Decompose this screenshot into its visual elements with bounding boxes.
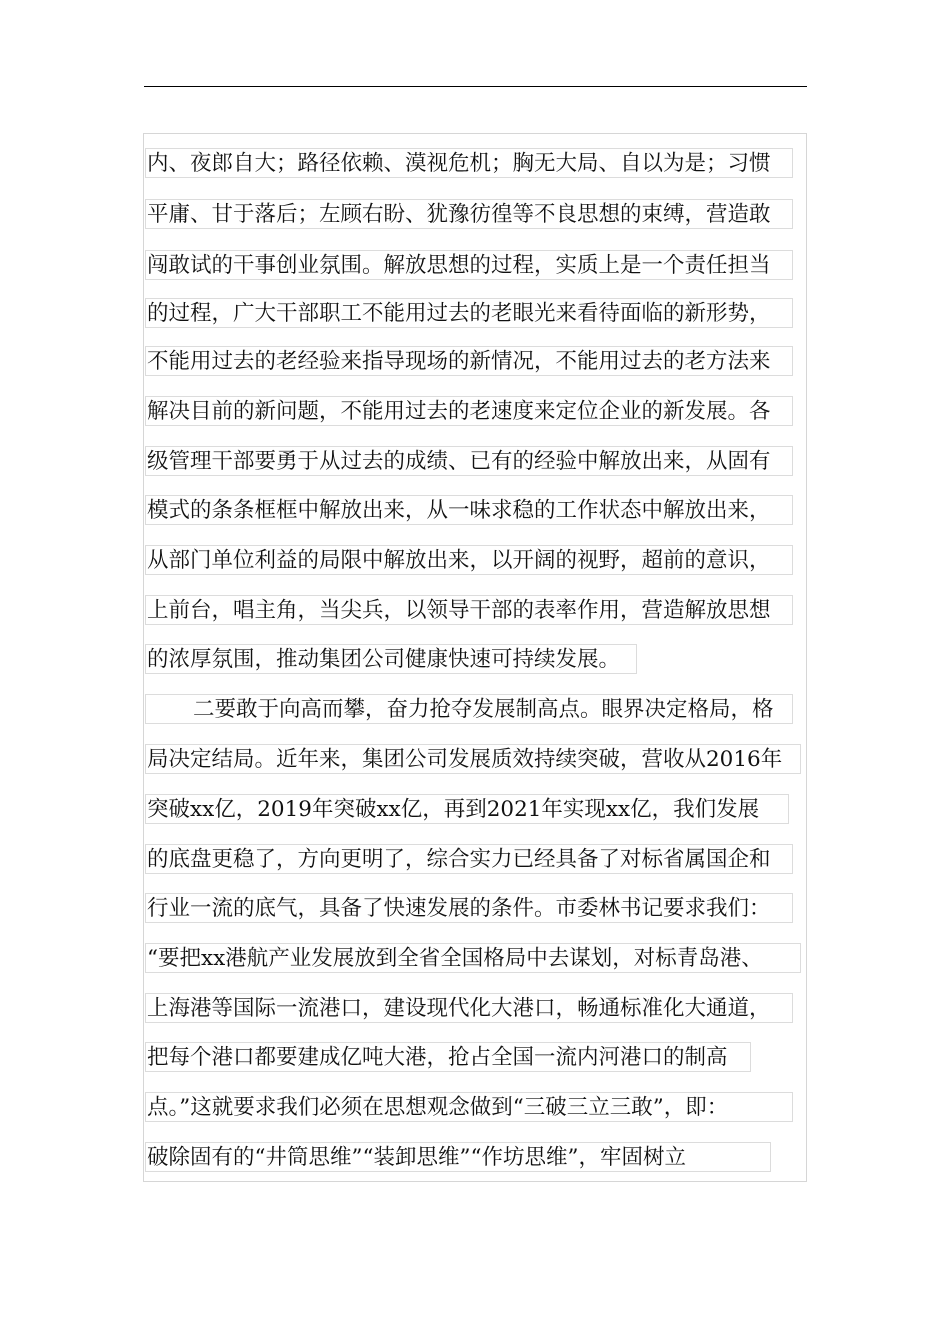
text-line: 不能用过去的老经验来指导现场的新情况，不能用过去的老方法来: [145, 346, 793, 376]
text-line: 局决定结局。近年来，集团公司发展质效持续突破，营收从2016年: [145, 744, 801, 774]
text-line: “要把xx港航产业发展放到全省全国格局中去谋划，对标青岛港、: [145, 943, 801, 973]
text-line: 的过程，广大干部职工不能用过去的老眼光来看待面临的新形势，: [145, 298, 793, 328]
paragraph-start-line: 二要敢于向高而攀，奋力抢夺发展制高点。眼界决定格局，格: [145, 694, 793, 724]
text-line: 闯敢试的干事创业氛围。解放思想的过程，实质上是一个责任担当: [145, 250, 793, 280]
text-line: 点。”这就要求我们必须在思想观念做到“三破三立三敢”，即：: [145, 1092, 793, 1122]
header-rule: [144, 86, 807, 87]
text-line: 把每个港口都要建成亿吨大港，抢占全国一流内河港口的制高: [145, 1042, 751, 1072]
text-line: 级管理干部要勇于从过去的成绩、已有的经验中解放出来，从固有: [145, 446, 793, 476]
text-line: 行业一流的底气，具备了快速发展的条件。市委林书记要求我们：: [145, 893, 793, 923]
text-line: 从部门单位利益的局限中解放出来，以开阔的视野，超前的意识，: [145, 545, 793, 575]
text-line: 模式的条条框框中解放出来，从一味求稳的工作状态中解放出来，: [145, 495, 793, 525]
text-line: 内、夜郎自大；路径依赖、漠视危机；胸无大局、自以为是；习惯: [145, 148, 793, 178]
text-line: 解决目前的新问题，不能用过去的老速度来定位企业的新发展。各: [145, 396, 793, 426]
text-line: 的底盘更稳了，方向更明了，综合实力已经具备了对标省属国企和: [145, 844, 793, 874]
text-line: 破除固有的“井筒思维”“装卸思维”“作坊思维”，牢固树立: [145, 1142, 771, 1172]
text-line: 平庸、甘于落后；左顾右盼、犹豫彷徨等不良思想的束缚，营造敢: [145, 199, 793, 229]
text-line: 上前台，唱主角，当尖兵，以领导干部的表率作用，营造解放思想: [145, 595, 793, 625]
text-line: 突破xx亿，2019年突破xx亿，再到2021年实现xx亿，我们发展: [145, 794, 789, 824]
text-line: 上海港等国际一流港口，建设现代化大港口，畅通标准化大通道，: [145, 993, 793, 1023]
text-line: 的浓厚氛围，推动集团公司健康快速可持续发展。: [145, 644, 637, 674]
